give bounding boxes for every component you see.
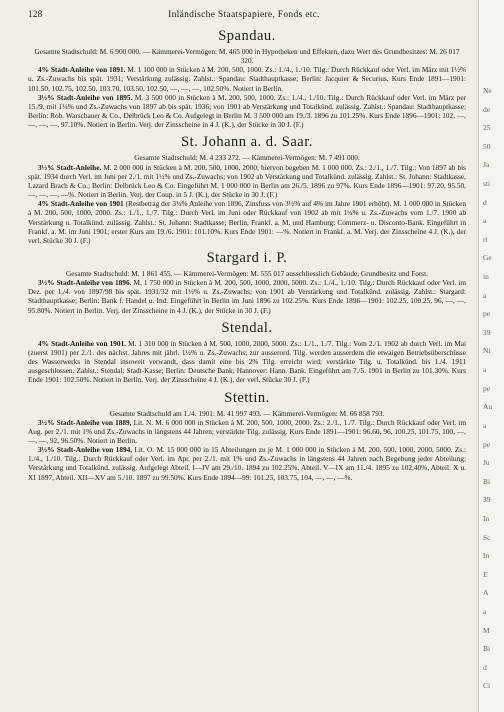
entry-lead: 4% Stadt-Anleihe von 1901. <box>38 338 127 348</box>
section-meta: Gesamte Stadtschuld am 1./4. 1901: M. 41 997 493. — Kämmerei-Vermögen: M. 66 858 793. <box>109 408 385 418</box>
entry <box>28 199 466 245</box>
section-meta: Gesamte Stadtschuld: M. 6 900 000. — Kämmerei-Vermögen: M. 465 000 in Hypotheken und Effekten, dazu Wert des Grundbesitzes: M. 26 017 320. <box>34 47 460 66</box>
adjacent-page-fragment: a <box>483 291 487 300</box>
adjacent-page-fragment: Ni <box>483 346 491 355</box>
entry-text: (Restbetrag der 3½% Anleihe von 1896, Zinsfuss von 3½% auf 4% im Jahre 1901 erhöht). M. 1 000 000 in Stücken à M. 200, 500, 1000, 2000. Zs.: 1./1., 1./7. Tilg.: Durch Verl. im Juni oder Rückkauf von 1902 ab mit 1½% u. Zs.-Zuwachs vom 1./7. 1900 ab Verstärkung u. Totalkünd. zulässig. Zahlst.: St. Johann: Stadtkasse; Berlin, Frankf. a. M. und Hamburg: Commerz- u. Disconto-Bank. Eingeführt in Frankf. a. M. im Juni 1901; erster Kurs am 19./6. 1901: 101.10%. Kurs Ende 1901: —%. Notiert in Frankf. a. M. Verj. der Zinsscheine 4 J. (K.), der verl. Stücke 30 J. (F.) <box>28 199 467 245</box>
entry-text: Lit. O. M. 15 000 000 in 15 Abteilungen zu je M. 1 000 000 in Stücken à M. 200, 500, 1000, 2000, 5000. Zs.: 1./4., 1./10. Tilg.: Durch Rückkauf oder Verl. im Apr. per 2./1. mit 1% und Zs.-Zuwachs in längstens 44 Jahren nach Begebung jeder Abteilung; Verstärkung und Totalkünd. zulässig. Aufgelegt Abteil. I—IV am 29./10. 1894 zu 102.25%, Abteil. V—IX am 11./4. 1895 zu 102.40%, Abteil. X u. XI 1897, Abteil. XII—XV am 5./10. 1897 zu 99.50%. Kurs Ende 1894—99: 101.25, 103.75, 104, —, —, —%. <box>28 445 467 482</box>
entry-text: M. 1 310 000 in Stücken à M. 500, 1000, 2000, 5000. Zs.: 1./1., 1./7. Tilg.: Vom 2./1. 1902 ab durch Verl. im Mai (zuerst 1901) per 2./1. des nächst. Jahres mit jährl. 1½% u. Zs.-Zuwachs; zur ausserord. Tilg. werden ausserdem die etwaigen Betriebsüberschüsse des Wasserwerks in Stendal insoweit verwandt, dass damit eine bis 2% Tilg. erreicht wird; verstärkte Tilg. u. Totalkünd. bis 1./4. 1911 ausgeschlossen. Zahlst.: Stendal: Stadt-Kasse; Berlin: Deutsche Bank; Hannover: Hann. Bank. Eingeführt am 7./5. 1901 in Berlin zu 101.30%. Kurs Ende 1901: 102.50%. Notiert in Berlin. Verj. der Zinsscheine 4 J. (K.), der verl. Stücke 30 J. (F.) <box>28 338 467 385</box>
adjacent-page-fragment: 39 <box>483 328 491 337</box>
section-stargard <box>28 250 466 315</box>
adjacent-page-fragment: Ja <box>483 160 490 169</box>
entry <box>28 418 466 445</box>
page-header <box>28 10 466 20</box>
entry <box>28 65 466 92</box>
section-stettin <box>28 390 466 482</box>
adjacent-page-fragment: sti <box>483 179 491 188</box>
adjacent-page-fragment: pe <box>483 384 491 393</box>
entry <box>28 163 466 200</box>
adjacent-page-fragment: M <box>483 626 490 635</box>
adjacent-page-fragment: de <box>483 105 491 114</box>
adjacent-page-fragment: in <box>483 272 489 281</box>
adjacent-page-edge <box>478 0 504 712</box>
entry-lead: 3½% Stadt-Anleihe von 1889, <box>38 417 132 427</box>
section-meta: Gesamte Stadtschuld: M. 1 861 455. — Kämmerei-Vermögen: M. 555 017 ausschliesslich Gebäude, Grundbesitz und Forst. <box>66 268 428 278</box>
adjacent-page-fragment: Au <box>483 402 493 411</box>
entry-lead: 3½% Stadt-Anleihe von 1896. <box>38 278 132 288</box>
section-title: Stettin. <box>224 389 270 406</box>
section-title: Stargard i. P. <box>206 249 288 266</box>
entry <box>28 445 466 482</box>
adjacent-page-fragment: a <box>483 607 487 616</box>
section-stendal <box>28 320 466 385</box>
adjacent-page-fragment: a <box>483 216 487 225</box>
adjacent-page-fragment: Bi <box>483 477 491 486</box>
entry-lead: 4% Stadt-Anleihe von 1891. <box>38 65 126 75</box>
adjacent-page-fragment: 25 <box>483 123 491 132</box>
adjacent-page-fragment: A <box>483 588 489 597</box>
adjacent-page-fragment: pe <box>483 440 491 449</box>
entry-text: M. 1 100 000 in Stücken à M. 200, 500, 1000. Zs.: 1./4., 1./10. Tilg.: Durch Rückkauf oder Verl. im März mit 1½% u. Zs.-Zuwachs bis spät. 1931; Verstärkung zulässig. Zahlst.: Spandau: Stadthauptkasse; Berlin: Jacquier & Securius. Kurs Ende 1891—1901: 101.50, 102.75, 102.50, 103.70, 103.50, 102.50, —, —, —, 102.50%. Notiert in Berlin. <box>28 65 466 93</box>
entry-text: M. 2 000 000 in Stücken à M. 200, 500, 1000, 2000; hiervon begeben M. 1 000 000. Zs.: 2./1., 1./7. Tilg.: Von 1897 ab bis spät. 1934 durch Verl. im Juni per 2./1. mit 1½% und Zs.-Zuwachs; von 1902 ab Verstärkung und Totalkünd. zulässig. Zahlst.: St. Johann: Stadtkasse, Lazard Brach & Co.; Berlin: Delbrück Leo & Co. Eingeführt M. 1 000 000 in Berlin am 26./5. 1896 zu 97%. Kurs Ende 1896—1901: 97.20, 95.50, —, —, —, —%. Notiert in Berlin. Verj. der Coup. in 5 J. (K.), der Stücke in 30 J. (F.) <box>28 162 466 200</box>
section-meta: Gesamte Stadtschuld: M. 4 233 272. — Kämmerei-Vermögen: M. 7 491 000. <box>134 153 360 163</box>
adjacent-page-fragment: 50 <box>483 142 491 151</box>
adjacent-page-fragment: Sc <box>483 533 491 542</box>
running-title: Inländische Staatspapiere, Fonds etc. <box>168 10 320 20</box>
adjacent-page-fragment: E <box>483 570 488 579</box>
entry-text: Lit. N. M. 6 000 000 in Stücken à M. 200, 500, 1000, 2000. Zs.: 2./1., 1./7. Tilg.: Durch Rückkauf oder Verl. im Aug. per 2./1. mit 1% und Zs.-Zuwachs in längstens 44 Jahren; verstärkte Tilg. zulässig. Kurs Ende 1891—1901: 96.60, 96, 100.25, 101.75, 100, —, —, —, 92, 96.50%. Notiert in Berlin. <box>28 417 466 445</box>
adjacent-page-fragment: d <box>483 663 487 672</box>
entry-text: M. 3 500 000 in Stücken à M. 200, 500, 1000. Zs.: 1./4., 1./10. Tilg.: Durch Rückkauf oder Verl. im März per 15./9. mit 1¼% und Zs.-Zuwachs von 1897 ab bis spät. 1936; von 1901 ab Verstärkung und Totalkünd. zulässig. Zahlst.: Spandau: Stadthauptkasse; Berlin: Rob. Warschauer & Co., Delbrück Leo & Co. Aufgelegt in Berlin M. 3 500 000 am 19./3. 1896 zu 101.25%. Kurs Ende 1896—1901: 102, —, —, —, —, 97.10%. Notiert in Berlin. Verj. der Zinsscheine in 4 J. (K.), der Stücke in 30 J. (F.) <box>28 92 467 130</box>
entry-lead: 3½% Stadt-Anleihe. <box>38 162 102 172</box>
section-title: St. Johann a. d. Saar. <box>181 134 313 151</box>
adjacent-page-fragment: In <box>483 514 490 523</box>
adjacent-page-fragment: 39 <box>483 495 491 504</box>
adjacent-page-fragment: Ju <box>483 458 490 467</box>
entry-lead: 4% Stadt-Anleihe von 1901 <box>38 199 124 209</box>
entry-text: M. 1 750 000 in Stücken à M. 200, 500, 1000, 2000, 5000. Zs.: 1./4., 1./10. Tilg.: Durch Rückkauf oder Verl. im Dez. per 1./4. von 1897/98 bis spät. 1931/32 mit 1½% u. Zs.-Zuwachs; von 1901 ab Verstärkung und Totalkünd. zulässig. Zahlst.: Stargard: Stadthauptkasse; Berlin: Bank f. Handel u. Ind. Eingeführt in Berlin im Juni 1896 zu 102.25%. Kurs Ende 1896—1901: 102.25, 100.25, 96, —, —, 95.80%. Notiert in Berlin. Verj. der Zinsscheine in 4 J. (K.), der Stücke in 30 J. (F.) <box>28 278 466 315</box>
adjacent-page-fragment: pe <box>483 309 491 318</box>
entry <box>28 339 466 385</box>
adjacent-page-fragment: Ci <box>483 681 491 690</box>
entry-lead: 3½% Stadt-Anleihe von 1894, <box>38 445 133 455</box>
section-spandau <box>28 28 466 129</box>
adjacent-page-fragment: d <box>483 198 487 207</box>
section-st-johann <box>28 134 466 245</box>
adjacent-page-fragment: a <box>483 365 487 374</box>
adjacent-page-fragment: In <box>483 551 490 560</box>
page-number: 128 <box>28 10 43 20</box>
adjacent-page-fragment: Ne <box>483 86 492 95</box>
adjacent-page-fragment: Ge <box>483 253 492 262</box>
adjacent-page-fragment: a <box>483 421 487 430</box>
adjacent-page-fragment: ri <box>483 235 488 244</box>
adjacent-page-fragment: Bi <box>483 644 491 653</box>
section-title: Stendal. <box>221 319 273 336</box>
section-title: Spandau. <box>218 28 276 44</box>
entry <box>28 278 466 315</box>
entry-lead: 3½% Stadt-Anleihe von 1895. <box>38 92 133 102</box>
entry <box>28 93 466 130</box>
